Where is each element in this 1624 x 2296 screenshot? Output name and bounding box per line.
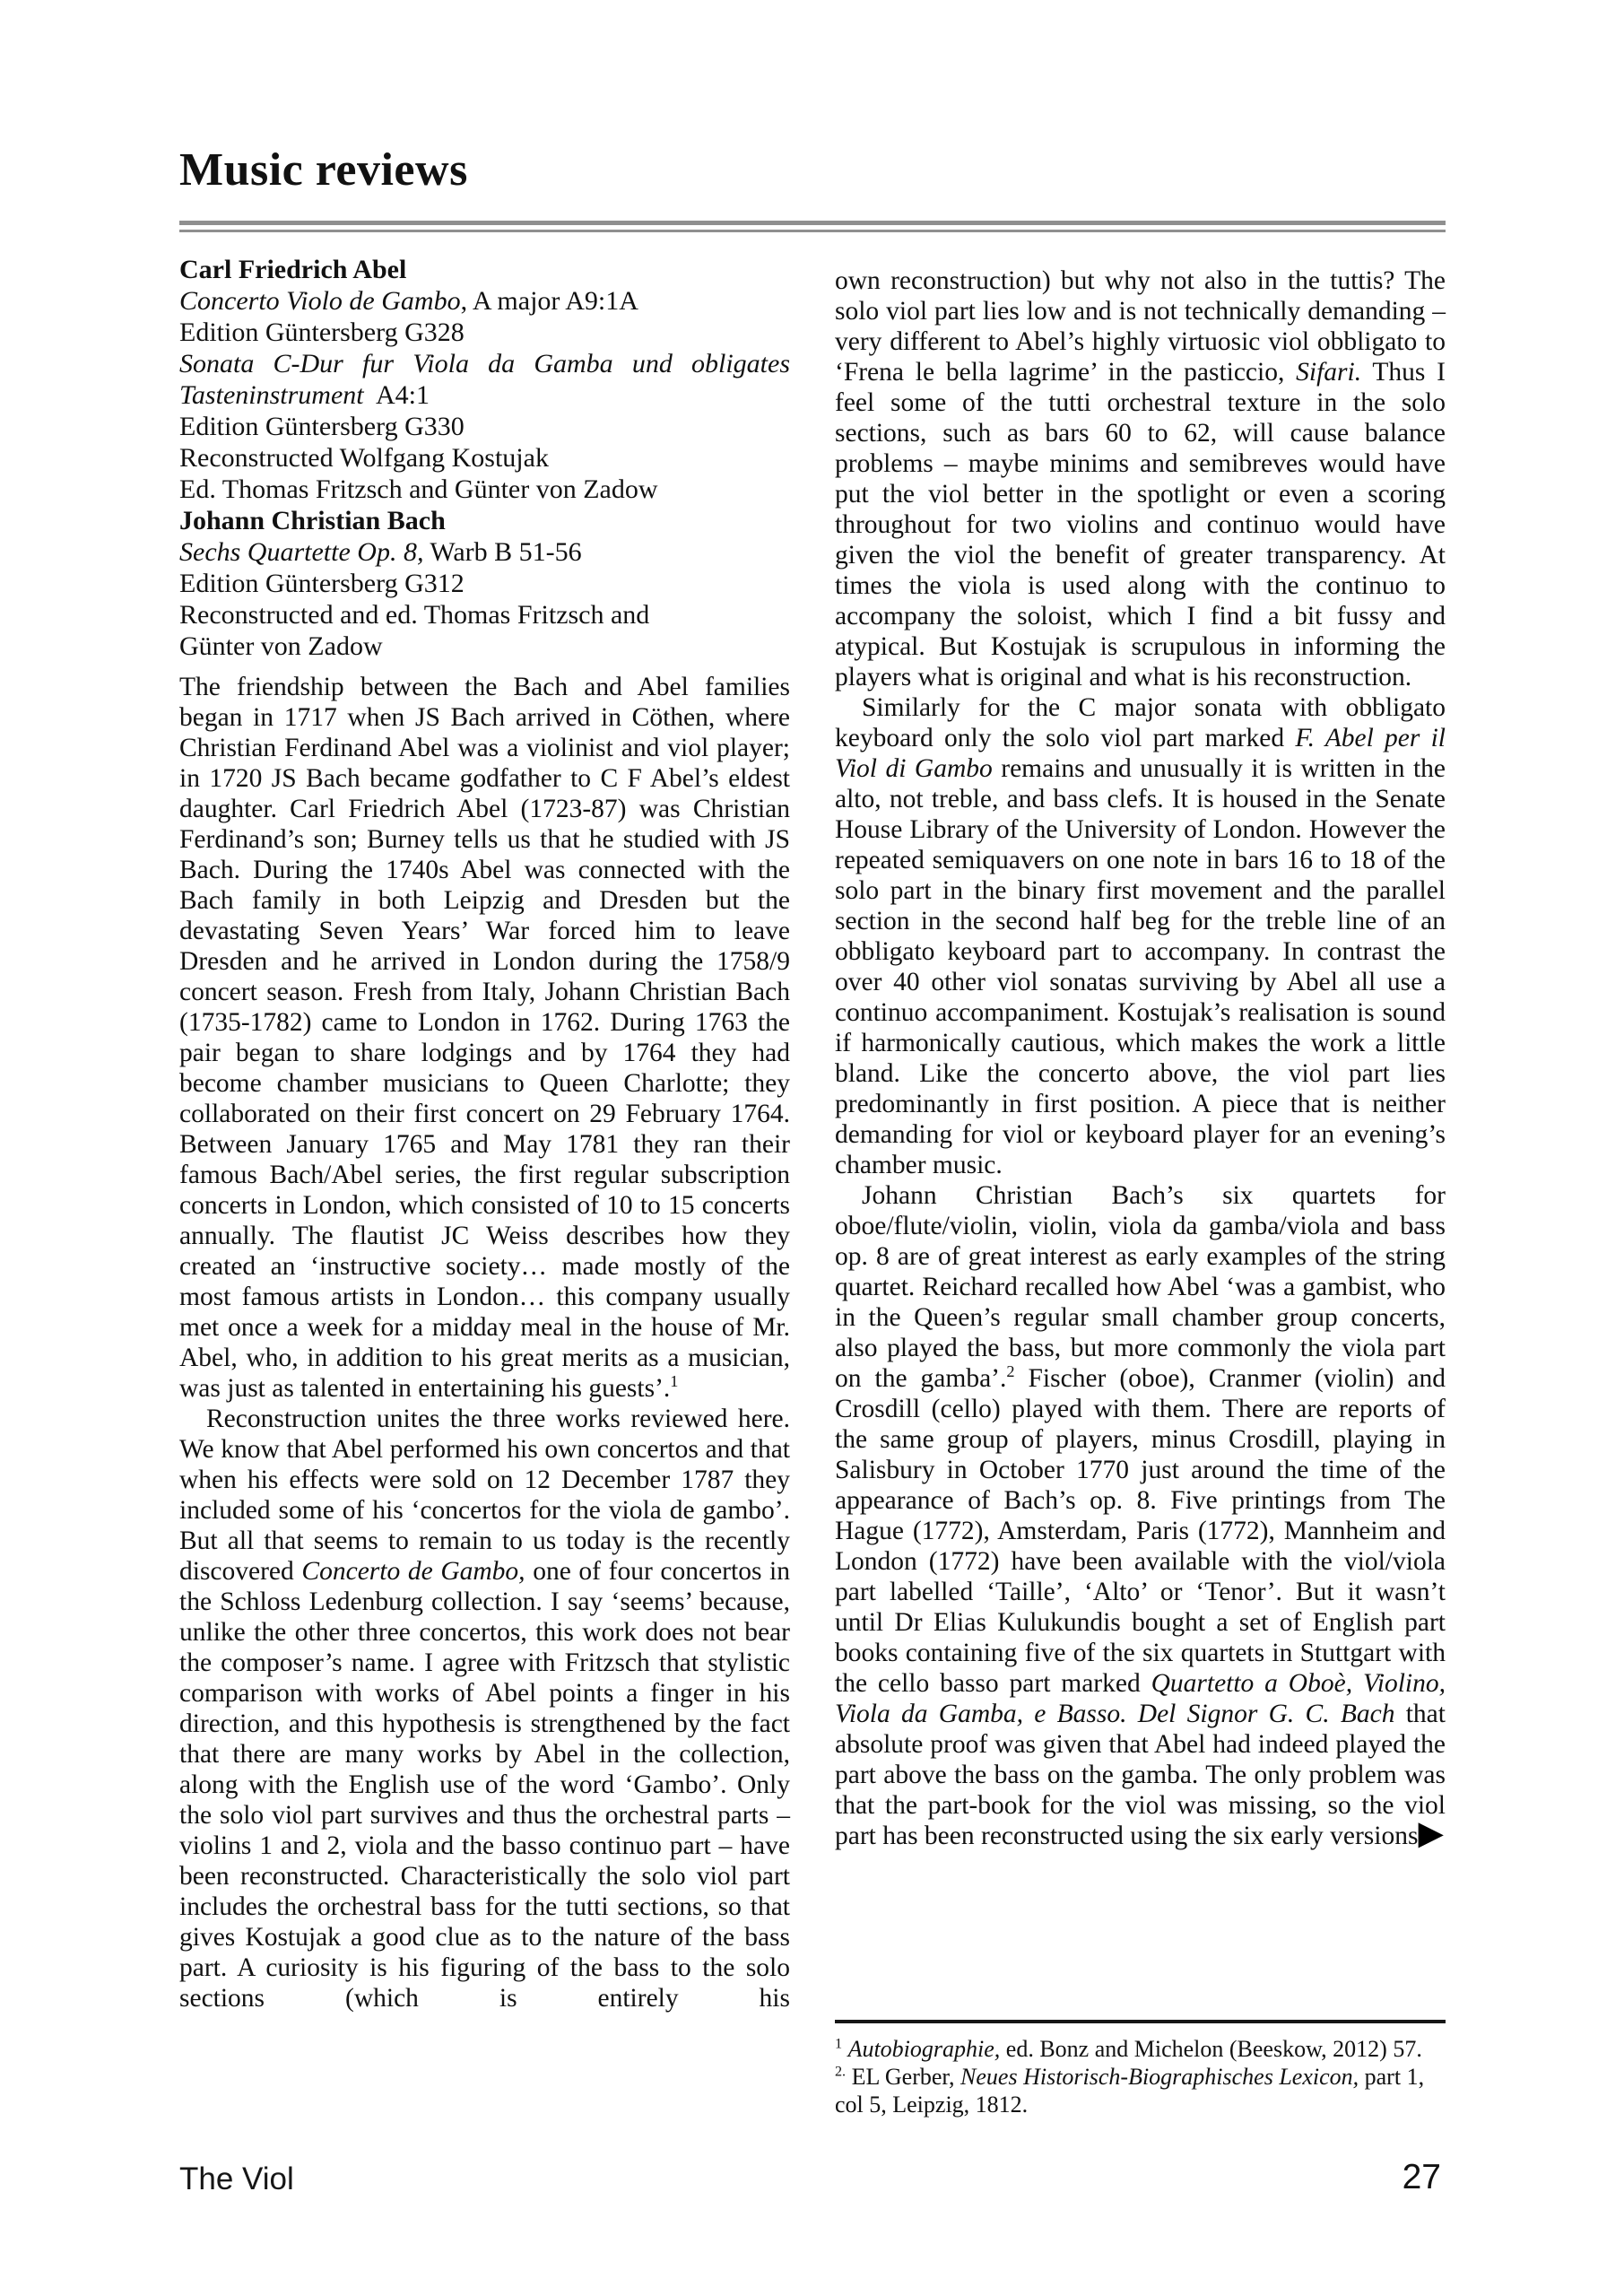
page-number: 27 xyxy=(1402,2158,1441,2196)
footnotes-list xyxy=(835,2035,1446,2118)
work-listing-line: Johann Christian Bach xyxy=(179,506,446,535)
journal-name-footer: The Viol xyxy=(179,2161,294,2196)
paragraph: The friendship between the Bach and Abel families began in 1717 when JS Bach arrived in Cöthen, where Christian Ferdinand Abel was a violinist and viol player; in 1720 JS Bach became godfather to C F Abel’s eldest daughter. Carl Friedrich Abel (1723-87) was Christian Ferdinand’s son; Burney tells us that he studied with JS Bach. During the 1740s Abel was connected with the Bach family in both Leipzig and Dresden but the devastating Seven Years’ War forced him to leave Dresden and he arrived in London during the 1758/9 concert season. Fresh from Italy, Johann Christian Bach (1735-1782) came to London in 1762. During 1763 the pair began to share lodgings and by 1764 they had become chamber musicians to Queen Charlotte; they collaborated on their first concert on 29 February 1764. Between January 1765 and May 1781 they ran their famous Bach/Abel series, the first regular subscription concerts in London, which consisted of 10 to 15 concerts annually. The flautist JC Weiss describes how they created an ‘instructive society… made mostly of the most famous artists in London… this company usually met once a week for a midday meal in the house of Mr. Abel, who, in addition to his great merits as a musician, was just as talented in entertaining his guests’.$^1$ xyxy=(179,673,790,1403)
work-listing xyxy=(179,254,790,662)
footnote-marker: 2. xyxy=(835,2064,847,2080)
left-column-body xyxy=(179,672,790,2013)
footnote: $^{2.}$ EL Gerber, Neues Historisch-Biographisches Lexicon, part 1, col 5, Leipzig, 1812. xyxy=(835,2064,1425,2118)
paragraph: Reconstruction unites the three works reviewed here. We know that Abel performed his own concertos and that when his effects were sold on 12 December 1787 they included some of his ‘concertos for the viola de gambo’. But all that seems to remain to us today is the recently discovered Concerto de Gambo, one of four concertos in the Schloss Ledenburg collection. I say ‘seems’ because, unlike the other three concertos, this work does not bear the composer’s name. I agree with Fritzsch that stylistic comparison with works of Abel points a finger in his direction, and this hypothesis is strengthened by the fact that there are many works by Abel in the collection, along with the English use of the word ‘Gambo’. Only the solo viol part survives and thus the orchestral parts – violins 1 and 2, viola and the basso continuo part – have been reconstructed. Characteristically the solo viol part includes the orchestral bass for the tutti sections, so that gives Kostujak a good clue as to the nature of the bass part. A curiosity is his figuring of the bass to the solo sections (which is entirely his xyxy=(179,1405,791,2013)
work-listing-line: Tasteninstrument A4:1 xyxy=(179,380,430,410)
work-listing-line: Edition Güntersberg G328 xyxy=(179,317,465,347)
work-listing-line: Ed. Thomas Fritzsch and Günter von Zadow xyxy=(179,474,658,504)
left-column xyxy=(179,254,790,2013)
paragraph: own reconstruction) but why not also in the tuttis? The solo viol part lies low and is not technically demanding – very different to Abel’s highly virtuosic viol obbligato to ‘Frena le bella lagrime’ in the pasticcio, Sifari. Thus I feel some of the tutti orchestral texture in the solo sections, such as bars 60 to 62, will cause balance problems – maybe minims and semibreves would have put the viol better in the spotlight or even a scoring throughout for two violins and continuo would have given the viol the benefit of greater transparency. At times the viola is used along with the continuo to accompany the soloist, which I find a bit fussy and atypical. But Kostujak is scrupulous in informing the players what is original and what is his reconstruction. xyxy=(835,266,1446,691)
work-listing-line: Günter von Zadow xyxy=(179,631,383,661)
header-divider-rule xyxy=(179,221,1446,232)
work-listing-line: Sonata C-Dur fur Viola da Gamba und obligates xyxy=(179,349,790,378)
paragraph: Similarly for the C major sonata with obbligato keyboard only the solo viol part marked F. Abel per il Viol di Gambo remains and unusually it is written in the alto, not treble, and bass clefs. It is housed in the Senate House Library of the University of London. However the repeated semiquavers on one note in bars 16 to 18 of the solo part in the binary first movement and the parallel section in the second half beg for the treble line of an obbligato keyboard part to accompany. In contrast the over 40 other viol sonatas surviving by Abel all use a continuo accompaniment. Kostujak’s realisation is sound if harmonically cautious, which makes the work a little bland. Like the concerto above, the viol part lies predominantly in first position. A piece that is neither demanding for viol or keyboard player for an evening’s chamber music. xyxy=(835,693,1446,1179)
work-listing-line: Concerto Violo de Gambo, A major A9:1A xyxy=(179,286,638,316)
work-listing-line: Reconstructed Wolfgang Kostujak xyxy=(179,443,549,473)
footnote: $^1$ Autobiographie, ed. Bonz and Michelon (Beeskow, 2012) 57. xyxy=(835,2036,1422,2062)
work-listing-line: Edition Güntersberg G312 xyxy=(179,569,465,598)
work-listing-line: Sechs Quartette Op. 8, Warb B 51-56 xyxy=(179,537,582,567)
paragraph: Johann Christian Bach’s six quartets for oboe/flute/violin, violin, viola da gamba/viola and bass op. 8 are of great interest as early examples of the string quartet. Reichard recalled how Abel ‘was a gambist, who in the Queen’s regular small chamber group concerts, also played the bass, but more commonly the viola part on the gamba’.$^2$ Fischer (oboe), Cranmer (violin) and Crosdill (cello) played with them. There are reports of the same group of players, minus Crosdill, playing in Salisbury in October 1770 just around the time of the appearance of Bach’s op. 8. Five printings from The Hague (1772), Amsterdam, Paris (1772), Mannheim and London (1772) have been available with the viol/viola part labelled ‘Taille’, ‘Alto’ or ‘Tenor’. But it wasn’t until Dr Elias Kulukundis bought a set of English part books containing five of the six quartets in Stuttgart with the cello basso part marked Quartetto a Oboè, Violino, Viola da Gamba, e Basso. Del Signor G. C. Bach that absolute proof was given that Abel had indeed played the part above the bass on the gamba. The only problem was that the part-book for the viol was missing, so the viol part has been reconstructed using the six early versions. ▶ xyxy=(835,1181,1446,1852)
footnotes-section xyxy=(835,2020,1446,2118)
work-listing-line: Edition Güntersberg G330 xyxy=(179,412,465,441)
work-listing-line: Reconstructed and ed. Thomas Fritzsch and xyxy=(179,600,650,630)
footnote-marker: 1 xyxy=(835,2036,843,2052)
right-column xyxy=(835,265,1446,1851)
continuation-triangle-icon: ▶ xyxy=(1418,1813,1444,1852)
right-column-body xyxy=(835,265,1446,1851)
work-listing-line: Carl Friedrich Abel xyxy=(179,255,407,284)
page-title: Music reviews xyxy=(179,144,468,196)
footnote-separator-rule xyxy=(835,2020,1446,2023)
